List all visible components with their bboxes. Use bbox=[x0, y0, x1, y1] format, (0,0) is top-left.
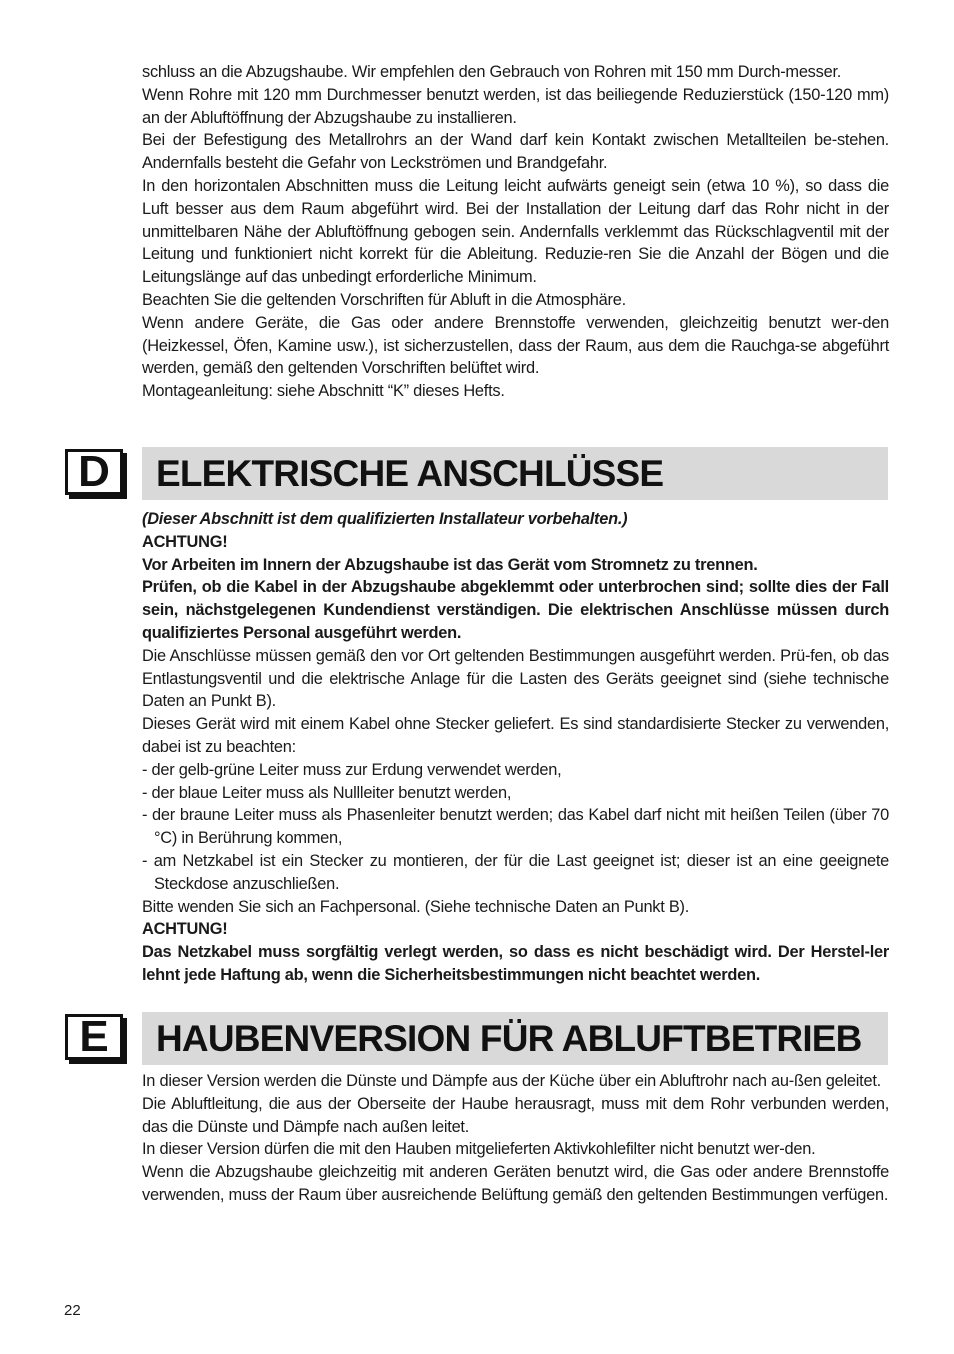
page-number: 22 bbox=[64, 1302, 81, 1319]
body-paragraph: Wenn die Abzugshaube gleichzeitig mit anderen Geräten benutzt wird, die Gas oder andere Brennstoffe verwenden, muss der Raum über ausreichende Belüftung gemäß den geltenden Bestimmungen verfügen. bbox=[142, 1163, 889, 1204]
section-e-body bbox=[142, 1070, 889, 1207]
body-paragraph: Bitte wenden Sie sich an Fachpersonal. (Siehe technische Daten an Punkt B). bbox=[142, 897, 690, 916]
intro-paragraph: In den horizontalen Abschnitten muss die Leitung leicht aufwärts geneigt sein (etwa 10 %), so dass die Luft besser aus dem Raum abgeführt wird. Bei der Installation der Leitung darf das Rohr nicht in der unmittelbaren Nähe der Abluftöffnung gebogen sein. Andernfalls verklemmt das Rückschlagventil mit der Leitung und funktioniert nicht korrekt für die Ableitung. Reduzie-ren Sie die Anzahl der Bögen und die Leitungslänge auf das unbedingt erforderliche Minimum. bbox=[142, 176, 889, 287]
list-item: - der braune Leiter muss als Phasenleiter benutzt werden; das Kabel darf nicht mit heißen Teilen (über 70 °C) in Berührung kommen, bbox=[142, 806, 889, 848]
list-item: - der gelb-grüne Leiter muss zur Erdung verwendet werden, bbox=[142, 760, 562, 779]
intro-paragraph: Beachten Sie die geltenden Vorschriften für Abluft in die Atmosphäre. bbox=[142, 290, 626, 309]
intro-paragraph: Wenn andere Geräte, die Gas oder andere Brennstoffe verwenden, gleichzeitig benutzt wer-den (Heizkessel, Öfen, Kamine usw.), ist sicherzustellen, dass der Raum, aus dem die Rauchga-se abgeführt werden, gemäß den geltenden Vorschriften belüftet wird. bbox=[142, 313, 889, 378]
body-paragraph: In dieser Version werden die Dünste und Dämpfe aus der Küche über ein Abluftrohr nach au-ßen geleitet. bbox=[142, 1072, 881, 1090]
intro-text bbox=[142, 61, 889, 403]
warning-label: ACHTUNG! bbox=[142, 920, 228, 939]
section-letter-e: E bbox=[65, 1014, 123, 1060]
warning-text: Vor Arbeiten im Innern der Abzugshaube ist das Gerät vom Stromnetz zu trennen. bbox=[142, 555, 758, 574]
intro-paragraph: Bei der Befestigung des Metallrohrs an der Wand darf kein Kontakt zwischen Metallteilen be-stehen. Andernfalls besteht die Gefahr von Leckströmen und Brandgefahr. bbox=[142, 131, 889, 173]
installer-note: (Dieser Abschnitt ist dem qualifizierten Installateur vorbehalten.) bbox=[142, 510, 628, 528]
warning-text: Prüfen, ob die Kabel in der Abzugshaube abgeklemmt oder unterbrochen sind; sollte dies der Fall sein, nächstgelegenen Kundendienst verständigen. Die elektrischen Anschlüsse müssen durch qualifiziertes Personal ausgeführt werden. bbox=[142, 578, 889, 642]
body-paragraph: Die Anschlüsse müssen gemäß den vor Ort geltenden Bestimmungen ausgeführt werden. Prü-fen, ob das Entlastungsventil und die elektrische Anlage für die Lasten des Geräts geeignet sind (siehe technische Daten an Punkt B). bbox=[142, 646, 889, 711]
warning-text: Das Netzkabel muss sorgfältig verlegt werden, so dass es nicht beschädigt wird. Der Herstel-ler lehnt jede Haftung ab, wenn die Sicherheitsbestimmungen nicht beachtet werden. bbox=[142, 943, 889, 984]
list-item: - am Netzkabel ist ein Stecker zu montieren, der für die Last geeignet ist; dieser ist an eine geeignete Steckdose anzuschließen. bbox=[142, 851, 889, 893]
intro-paragraph: Montageanleitung: siehe Abschnitt “K” dieses Hefts. bbox=[142, 382, 505, 401]
section-d-body bbox=[142, 508, 889, 987]
list-item: - der blaue Leiter muss als Nullleiter benutzt werden, bbox=[142, 783, 512, 802]
warning-label: ACHTUNG! bbox=[142, 532, 228, 551]
body-paragraph: In dieser Version dürfen die mit den Hauben mitgelieferten Aktivkohlefilter nicht benutzt wer-den. bbox=[142, 1140, 816, 1159]
intro-paragraph: Wenn Rohre mit 120 mm Durchmesser benutzt werden, ist das beiliegende Reduzierstück (150-120 mm) an der Abluftöffnung der Abzugshaube zu installieren. bbox=[142, 85, 889, 127]
section-heading-e: HAUBENVERSION FÜR ABLUFTBETRIEB bbox=[142, 1012, 888, 1065]
section-heading-d: ELEKTRISCHE ANSCHLÜSSE bbox=[142, 447, 888, 500]
intro-paragraph: schluss an die Abzugshaube. Wir empfehlen den Gebrauch von Rohren mit 150 mm Durch-messer. bbox=[142, 63, 842, 81]
body-paragraph: Dieses Gerät wird mit einem Kabel ohne Stecker geliefert. Es sind standardisierte Stecker zu verwenden, dabei ist zu beachten: bbox=[142, 715, 889, 756]
body-paragraph: Die Abluftleitung, die aus der Oberseite der Haube herausragt, muss mit dem Rohr verbunden werden, das die Dünste und Dämpfe nach außen leitet. bbox=[142, 1094, 889, 1136]
section-letter-d: D bbox=[65, 449, 123, 495]
